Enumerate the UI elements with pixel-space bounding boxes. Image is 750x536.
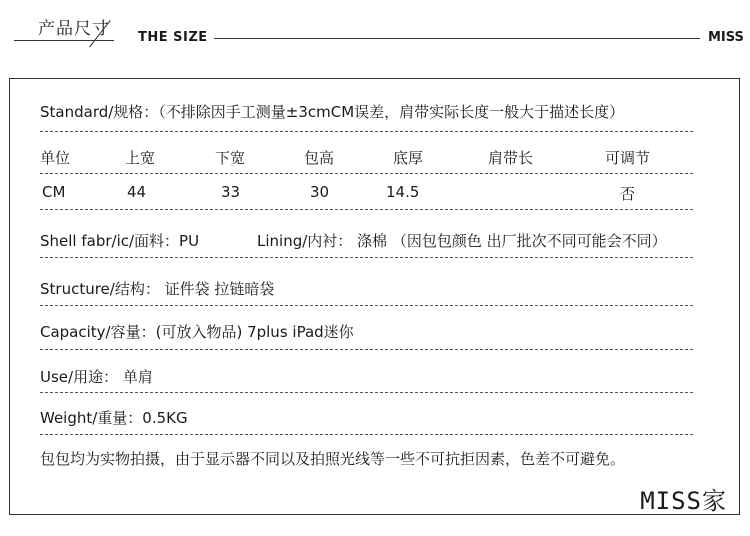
table-header-cell: 包高 [304, 149, 335, 167]
divider [40, 434, 693, 435]
table-header-cell: 肩带长 [488, 149, 534, 167]
table-value-cell: 14.5 [386, 183, 420, 201]
header-title-cn: 产品尺寸 [38, 19, 110, 39]
header-divider-left [14, 40, 114, 41]
divider [40, 209, 693, 210]
table-header-cell: 上宽 [125, 149, 156, 167]
table-header-cell: 下宽 [215, 149, 246, 167]
divider [40, 349, 693, 350]
table-value-cell: CM [42, 183, 66, 201]
divider [40, 173, 693, 174]
structure-text: Structure/结构： 证件袋 拉链暗袋 [40, 280, 275, 298]
table-value-cell: 33 [221, 183, 241, 201]
spec-box [9, 78, 740, 515]
table-value-cell: 30 [310, 183, 330, 201]
table-value-cell: 否 [620, 185, 636, 203]
header-brand: MISS [708, 30, 744, 45]
shell-fabric-text: Shell fabr/ic/面料：PU [40, 232, 200, 250]
divider [40, 305, 693, 306]
header-divider-right [214, 38, 700, 39]
header-title-en: THE SIZE [138, 30, 208, 45]
divider [40, 392, 693, 393]
divider [40, 131, 693, 132]
disclaimer-note: 包包均为实物拍摄，由于显示器不同以及拍照光线等一些不可抗拒因素，色差不可避免。 [40, 450, 626, 468]
table-header-cell: 可调节 [605, 149, 651, 167]
capacity-text: Capacity/容量：(可放入物品) 7plus iPad迷你 [40, 323, 354, 341]
table-value-cell: 44 [127, 183, 147, 201]
lining-text: Lining/内衬： 涤棉 （因包包颜色 出厂批次不同可能会不同） [257, 232, 667, 250]
weight-text: Weight/重量：0.5KG [40, 409, 188, 427]
table-header-cell: 单位 [40, 149, 71, 167]
use-text: Use/用途： 单肩 [40, 368, 153, 386]
divider [40, 257, 693, 258]
table-header-cell: 底厚 [393, 149, 424, 167]
standard-text: Standard/规格：（不排除因手工测量±3cmCM误差，肩带实际长度一般大于描述长度） [40, 103, 625, 121]
footer-brand: MISS家 [640, 487, 727, 515]
